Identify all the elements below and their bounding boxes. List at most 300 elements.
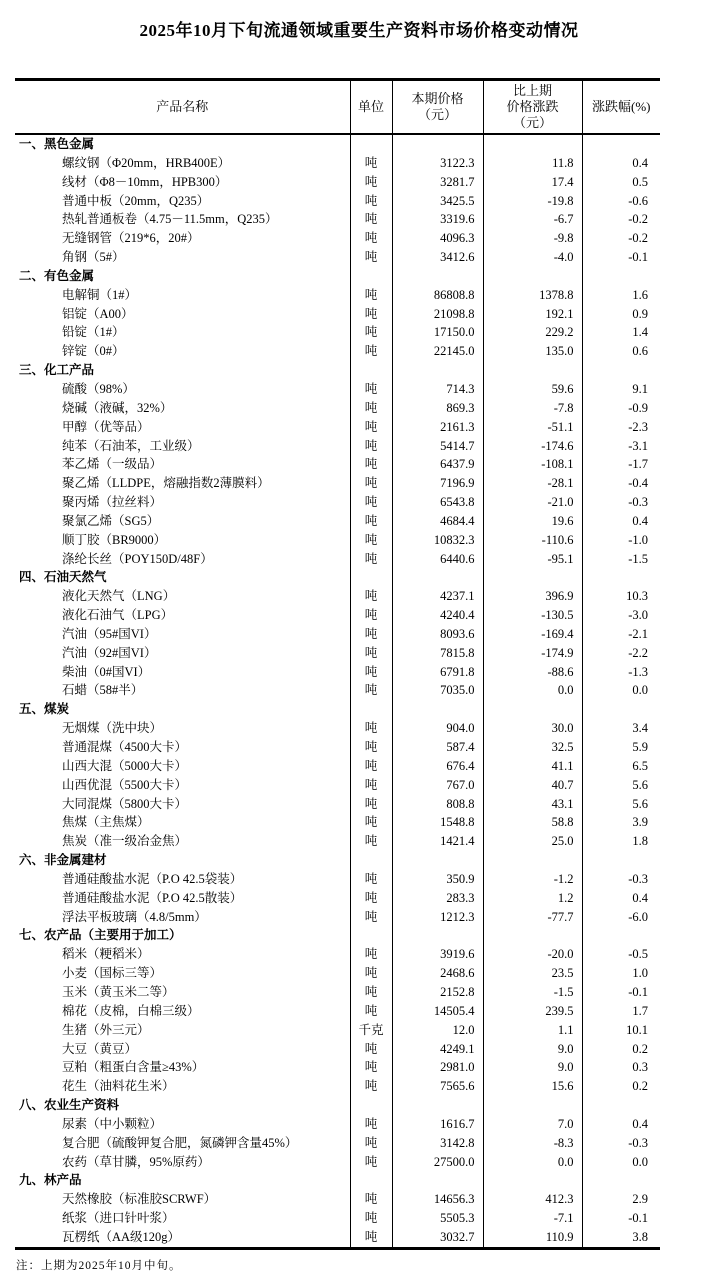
cell-pct: -1.3	[628, 664, 648, 679]
cell-unit: 吨	[350, 418, 392, 437]
cell-name: 复合肥（硫酸钾复合肥，氮磷钾含量45%）	[15, 1134, 350, 1153]
cell-change: 412.3	[483, 1190, 582, 1209]
cell-pct: 5.6	[632, 777, 648, 792]
cell-change: 9.0	[483, 1040, 582, 1059]
section-price	[392, 267, 483, 286]
cell-change: 239.5	[483, 1002, 582, 1021]
cell-price: 676.4	[392, 757, 483, 776]
section-unit	[350, 926, 392, 945]
cell-pct: -0.5	[628, 947, 648, 962]
cell-pct: 10.1	[626, 1022, 648, 1037]
cell-pct: -1.7	[628, 457, 648, 472]
item-row	[15, 342, 660, 361]
cell-change: -1.2	[483, 870, 582, 889]
cell-unit: 吨	[350, 1209, 392, 1228]
section-unit	[350, 568, 392, 587]
section-pct	[582, 700, 660, 719]
cell-pct: -0.1	[628, 984, 648, 999]
item-row	[15, 1077, 660, 1096]
section-change	[483, 568, 582, 587]
cell-name: 普通混煤（4500大卡）	[15, 738, 350, 757]
cell-change: -20.0	[483, 945, 582, 964]
cell-price: 27500.0	[392, 1153, 483, 1172]
item-row	[15, 813, 660, 832]
cell-unit: 吨	[350, 757, 392, 776]
item-row	[15, 587, 660, 606]
cell-pct: -0.6	[628, 193, 648, 208]
cell-change: 0.0	[483, 1153, 582, 1172]
cell-change: -51.1	[483, 418, 582, 437]
item-row	[15, 870, 660, 889]
cell-change: 32.5	[483, 738, 582, 757]
cell-unit: 吨	[350, 380, 392, 399]
cell-name: 顺丁胶（BR9000）	[15, 531, 350, 550]
cell-name: 浮法平板玻璃（4.8/5mm）	[15, 908, 350, 927]
column-header-change: 比上期 价格涨跌 （元）	[483, 80, 582, 135]
cell-price: 3281.7	[392, 173, 483, 192]
cell-pct: -2.3	[628, 419, 648, 434]
cell-unit: 吨	[350, 889, 392, 908]
item-row	[15, 1134, 660, 1153]
cell-name: 聚乙烯（LLDPE，熔融指数2薄膜料）	[15, 474, 350, 493]
item-row	[15, 1190, 660, 1209]
item-row	[15, 908, 660, 927]
item-row	[15, 399, 660, 418]
cell-unit: 吨	[350, 1153, 392, 1172]
cell-price: 869.3	[392, 399, 483, 418]
cell-change: -169.4	[483, 625, 582, 644]
cell-unit: 吨	[350, 474, 392, 493]
cell-change: 1378.8	[483, 286, 582, 305]
cell-change: 17.4	[483, 173, 582, 192]
cell-pct: 0.3	[632, 1060, 648, 1075]
cell-price: 714.3	[392, 380, 483, 399]
cell-change: -110.6	[483, 531, 582, 550]
cell-change: -4.0	[483, 248, 582, 267]
cell-change: -8.3	[483, 1134, 582, 1153]
cell-price: 5414.7	[392, 437, 483, 456]
cell-name: 纯苯（石油苯，工业级）	[15, 437, 350, 456]
cell-name: 山西优混（5500大卡）	[15, 776, 350, 795]
item-row	[15, 719, 660, 738]
cell-name: 小麦（国标三等）	[15, 964, 350, 983]
price-table	[15, 78, 660, 1250]
item-row	[15, 1209, 660, 1228]
cell-unit: 吨	[350, 1002, 392, 1021]
item-row	[15, 323, 660, 342]
cell-change: 7.0	[483, 1115, 582, 1134]
cell-pct: -0.4	[628, 476, 648, 491]
section-row	[15, 361, 660, 380]
cell-change: -7.8	[483, 399, 582, 418]
cell-change: 15.6	[483, 1077, 582, 1096]
cell-price: 283.3	[392, 889, 483, 908]
cell-unit: 吨	[350, 908, 392, 927]
cell-pct: -0.1	[628, 250, 648, 265]
cell-change: 135.0	[483, 342, 582, 361]
cell-pct: -3.1	[628, 438, 648, 453]
section-change	[483, 1096, 582, 1115]
cell-change: 40.7	[483, 776, 582, 795]
item-row	[15, 192, 660, 211]
cell-pct: -0.1	[628, 1211, 648, 1226]
cell-unit: 吨	[350, 738, 392, 757]
cell-price: 14505.4	[392, 1002, 483, 1021]
cell-pct: 0.9	[632, 306, 648, 321]
cell-price: 3425.5	[392, 192, 483, 211]
cell-price: 12.0	[392, 1021, 483, 1040]
cell-change: -174.9	[483, 644, 582, 663]
cell-pct: -0.3	[628, 871, 648, 886]
item-row	[15, 1228, 660, 1248]
cell-unit: 吨	[350, 455, 392, 474]
cell-unit: 吨	[350, 945, 392, 964]
cell-unit: 吨	[350, 719, 392, 738]
section-name: 一、黑色金属	[15, 134, 350, 154]
cell-pct: 1.4	[632, 325, 648, 340]
section-row	[15, 267, 660, 286]
cell-price: 5505.3	[392, 1209, 483, 1228]
column-header-price: 本期价格 （元）	[392, 80, 483, 135]
section-unit	[350, 1096, 392, 1115]
cell-change: 23.5	[483, 964, 582, 983]
item-row	[15, 248, 660, 267]
cell-price: 808.8	[392, 795, 483, 814]
cell-price: 22145.0	[392, 342, 483, 361]
cell-unit: 吨	[350, 512, 392, 531]
footnote: 注：上期为2025年10月中旬。	[16, 1259, 182, 1271]
section-unit	[350, 1171, 392, 1190]
cell-price: 7815.8	[392, 644, 483, 663]
cell-change: -1.5	[483, 983, 582, 1002]
section-change	[483, 1171, 582, 1190]
cell-pct: 0.4	[632, 890, 648, 905]
section-price	[392, 568, 483, 587]
section-pct	[582, 267, 660, 286]
item-row	[15, 493, 660, 512]
cell-unit: 吨	[350, 210, 392, 229]
cell-pct: 0.4	[632, 1116, 648, 1131]
cell-unit: 吨	[350, 795, 392, 814]
cell-price: 21098.8	[392, 305, 483, 324]
item-row	[15, 983, 660, 1002]
cell-pct: 10.3	[626, 589, 648, 604]
item-row	[15, 229, 660, 248]
cell-name: 普通硅酸盐水泥（P.O 42.5袋装）	[15, 870, 350, 889]
section-row	[15, 568, 660, 587]
cell-name: 瓦楞纸（AA级120g）	[15, 1228, 350, 1248]
cell-change: 1.1	[483, 1021, 582, 1040]
item-row	[15, 945, 660, 964]
section-row	[15, 1096, 660, 1115]
page-title: 2025年10月下旬流通领域重要生产资料市场价格变动情况	[139, 21, 579, 40]
cell-pct: -1.0	[628, 532, 648, 547]
cell-name: 角钢（5#）	[15, 248, 350, 267]
cell-unit: 吨	[350, 606, 392, 625]
cell-pct: 0.5	[632, 174, 648, 189]
column-header-unit: 单位	[350, 80, 392, 135]
cell-pct: 1.0	[632, 966, 648, 981]
cell-name: 大豆（黄豆）	[15, 1040, 350, 1059]
cell-name: 无缝钢管（219*6，20#）	[15, 229, 350, 248]
cell-unit: 吨	[350, 154, 392, 173]
cell-price: 10832.3	[392, 531, 483, 550]
cell-price: 7196.9	[392, 474, 483, 493]
cell-name: 石蜡（58#半）	[15, 681, 350, 700]
cell-name: 汽油（95#国VI）	[15, 625, 350, 644]
cell-price: 1548.8	[392, 813, 483, 832]
cell-price: 86808.8	[392, 286, 483, 305]
cell-unit: 吨	[350, 192, 392, 211]
cell-pct: 1.6	[632, 287, 648, 302]
item-row	[15, 738, 660, 757]
cell-unit: 吨	[350, 1077, 392, 1096]
cell-pct: 0.2	[632, 1041, 648, 1056]
cell-name: 花生（油料花生米）	[15, 1077, 350, 1096]
item-row	[15, 474, 660, 493]
section-change	[483, 134, 582, 154]
section-unit	[350, 361, 392, 380]
cell-pct: -2.1	[628, 626, 648, 641]
item-row	[15, 437, 660, 456]
item-row	[15, 1021, 660, 1040]
section-row	[15, 851, 660, 870]
cell-unit: 吨	[350, 1228, 392, 1248]
cell-unit: 吨	[350, 776, 392, 795]
cell-name: 汽油（92#国VI）	[15, 644, 350, 663]
cell-pct: 1.8	[632, 834, 648, 849]
cell-price: 8093.6	[392, 625, 483, 644]
cell-change: 11.8	[483, 154, 582, 173]
cell-price: 904.0	[392, 719, 483, 738]
cell-change: -77.7	[483, 908, 582, 927]
section-pct	[582, 1096, 660, 1115]
cell-name: 涤纶长丝（POY150D/48F）	[15, 550, 350, 569]
cell-change: -88.6	[483, 663, 582, 682]
section-pct	[582, 134, 660, 154]
cell-name: 热轧普通板卷（4.75－11.5mm，Q235）	[15, 210, 350, 229]
cell-unit: 吨	[350, 983, 392, 1002]
cell-pct: -0.2	[628, 231, 648, 246]
section-pct	[582, 1171, 660, 1190]
cell-name: 稻米（粳稻米）	[15, 945, 350, 964]
item-row	[15, 305, 660, 324]
cell-name: 液化天然气（LNG）	[15, 587, 350, 606]
cell-price: 4096.3	[392, 229, 483, 248]
cell-unit: 吨	[350, 644, 392, 663]
cell-unit: 吨	[350, 1134, 392, 1153]
section-change	[483, 926, 582, 945]
cell-unit: 吨	[350, 587, 392, 606]
section-price	[392, 134, 483, 154]
cell-unit: 吨	[350, 870, 392, 889]
cell-change: -174.6	[483, 437, 582, 456]
cell-unit: 吨	[350, 681, 392, 700]
item-row	[15, 455, 660, 474]
cell-unit: 吨	[350, 550, 392, 569]
cell-name: 甲醇（优等品）	[15, 418, 350, 437]
item-row	[15, 625, 660, 644]
cell-pct: 5.6	[632, 796, 648, 811]
item-row	[15, 531, 660, 550]
cell-pct: -0.3	[628, 495, 648, 510]
cell-price: 6791.8	[392, 663, 483, 682]
column-header-name: 产品名称	[15, 80, 350, 135]
cell-change: 9.0	[483, 1058, 582, 1077]
item-row	[15, 173, 660, 192]
cell-pct: -0.3	[628, 1135, 648, 1150]
cell-name: 豆粕（粗蛋白含量≥43%）	[15, 1058, 350, 1077]
item-row	[15, 663, 660, 682]
table-header-row	[15, 80, 660, 135]
cell-price: 3319.6	[392, 210, 483, 229]
cell-name: 山西大混（5000大卡）	[15, 757, 350, 776]
cell-change: 110.9	[483, 1228, 582, 1248]
cell-pct: -0.2	[628, 212, 648, 227]
cell-price: 4684.4	[392, 512, 483, 531]
item-row	[15, 1115, 660, 1134]
cell-name: 焦炭（准一级冶金焦）	[15, 832, 350, 851]
cell-name: 玉米（黄玉米二等）	[15, 983, 350, 1002]
cell-change: -95.1	[483, 550, 582, 569]
section-pct	[582, 926, 660, 945]
cell-pct: 3.4	[632, 721, 648, 736]
cell-name: 柴油（0#国VI）	[15, 663, 350, 682]
cell-pct: 2.9	[632, 1192, 648, 1207]
cell-price: 2981.0	[392, 1058, 483, 1077]
cell-pct: 3.9	[632, 815, 648, 830]
section-unit	[350, 134, 392, 154]
section-pct	[582, 851, 660, 870]
cell-change: -7.1	[483, 1209, 582, 1228]
cell-pct: 6.5	[632, 758, 648, 773]
cell-price: 2468.6	[392, 964, 483, 983]
item-row	[15, 964, 660, 983]
cell-pct: -0.9	[628, 400, 648, 415]
cell-price: 6440.6	[392, 550, 483, 569]
cell-change: -6.7	[483, 210, 582, 229]
cell-name: 锌锭（0#）	[15, 342, 350, 361]
cell-name: 焦煤（主焦煤）	[15, 813, 350, 832]
cell-pct: -2.2	[628, 645, 648, 660]
cell-price: 4249.1	[392, 1040, 483, 1059]
item-row	[15, 795, 660, 814]
section-name: 八、农业生产资料	[15, 1096, 350, 1115]
cell-pct: 1.7	[632, 1003, 648, 1018]
table-body	[15, 134, 660, 1248]
cell-price: 7035.0	[392, 681, 483, 700]
cell-name: 液化石油气（LPG）	[15, 606, 350, 625]
cell-unit: 千克	[350, 1021, 392, 1040]
cell-unit: 吨	[350, 625, 392, 644]
section-row	[15, 134, 660, 154]
section-name: 六、非金属建材	[15, 851, 350, 870]
cell-pct: -3.0	[628, 608, 648, 623]
section-price	[392, 926, 483, 945]
cell-unit: 吨	[350, 305, 392, 324]
section-price	[392, 700, 483, 719]
item-row	[15, 512, 660, 531]
cell-change: 59.6	[483, 380, 582, 399]
cell-unit: 吨	[350, 493, 392, 512]
cell-price: 2161.3	[392, 418, 483, 437]
section-row	[15, 1171, 660, 1190]
section-name: 九、林产品	[15, 1171, 350, 1190]
cell-price: 587.4	[392, 738, 483, 757]
cell-price: 7565.6	[392, 1077, 483, 1096]
cell-price: 6543.8	[392, 493, 483, 512]
cell-price: 3142.8	[392, 1134, 483, 1153]
cell-name: 聚氯乙烯（SG5）	[15, 512, 350, 531]
cell-name: 农药（草甘膦，95%原药）	[15, 1153, 350, 1172]
cell-change: -21.0	[483, 493, 582, 512]
cell-price: 1212.3	[392, 908, 483, 927]
cell-price: 14656.3	[392, 1190, 483, 1209]
section-price	[392, 851, 483, 870]
cell-pct: -1.5	[628, 551, 648, 566]
item-row	[15, 776, 660, 795]
item-row	[15, 757, 660, 776]
item-row	[15, 286, 660, 305]
cell-unit: 吨	[350, 399, 392, 418]
cell-pct: 0.6	[632, 344, 648, 359]
cell-change: 58.8	[483, 813, 582, 832]
item-row	[15, 1058, 660, 1077]
cell-pct: 0.0	[632, 683, 648, 698]
cell-pct: 0.4	[632, 513, 648, 528]
cell-unit: 吨	[350, 323, 392, 342]
cell-price: 4240.4	[392, 606, 483, 625]
cell-price: 4237.1	[392, 587, 483, 606]
cell-price: 2152.8	[392, 983, 483, 1002]
cell-name: 线材（Φ8－10mm，HPB300）	[15, 173, 350, 192]
cell-unit: 吨	[350, 964, 392, 983]
section-unit	[350, 267, 392, 286]
item-row	[15, 832, 660, 851]
cell-unit: 吨	[350, 1058, 392, 1077]
item-row	[15, 606, 660, 625]
cell-pct: 0.4	[632, 155, 648, 170]
cell-name: 大同混煤（5800大卡）	[15, 795, 350, 814]
cell-change: -19.8	[483, 192, 582, 211]
cell-price: 3122.3	[392, 154, 483, 173]
section-price	[392, 1096, 483, 1115]
cell-unit: 吨	[350, 1190, 392, 1209]
section-name: 四、石油天然气	[15, 568, 350, 587]
cell-unit: 吨	[350, 1115, 392, 1134]
cell-change: 30.0	[483, 719, 582, 738]
cell-change: -130.5	[483, 606, 582, 625]
item-row	[15, 550, 660, 569]
section-price	[392, 361, 483, 380]
cell-name: 天然橡胶（标准胶SCRWF）	[15, 1190, 350, 1209]
cell-unit: 吨	[350, 663, 392, 682]
cell-price: 3032.7	[392, 1228, 483, 1248]
item-row	[15, 380, 660, 399]
table-header	[15, 80, 660, 135]
section-change	[483, 267, 582, 286]
item-row	[15, 681, 660, 700]
item-row	[15, 889, 660, 908]
cell-price: 350.9	[392, 870, 483, 889]
cell-name: 普通中板（20mm，Q235）	[15, 192, 350, 211]
item-row	[15, 210, 660, 229]
cell-name: 棉花（皮棉，白棉三级）	[15, 1002, 350, 1021]
cell-pct: 9.1	[632, 381, 648, 396]
cell-price: 17150.0	[392, 323, 483, 342]
cell-price: 1421.4	[392, 832, 483, 851]
section-name: 七、农产品（主要用于加工）	[15, 926, 350, 945]
